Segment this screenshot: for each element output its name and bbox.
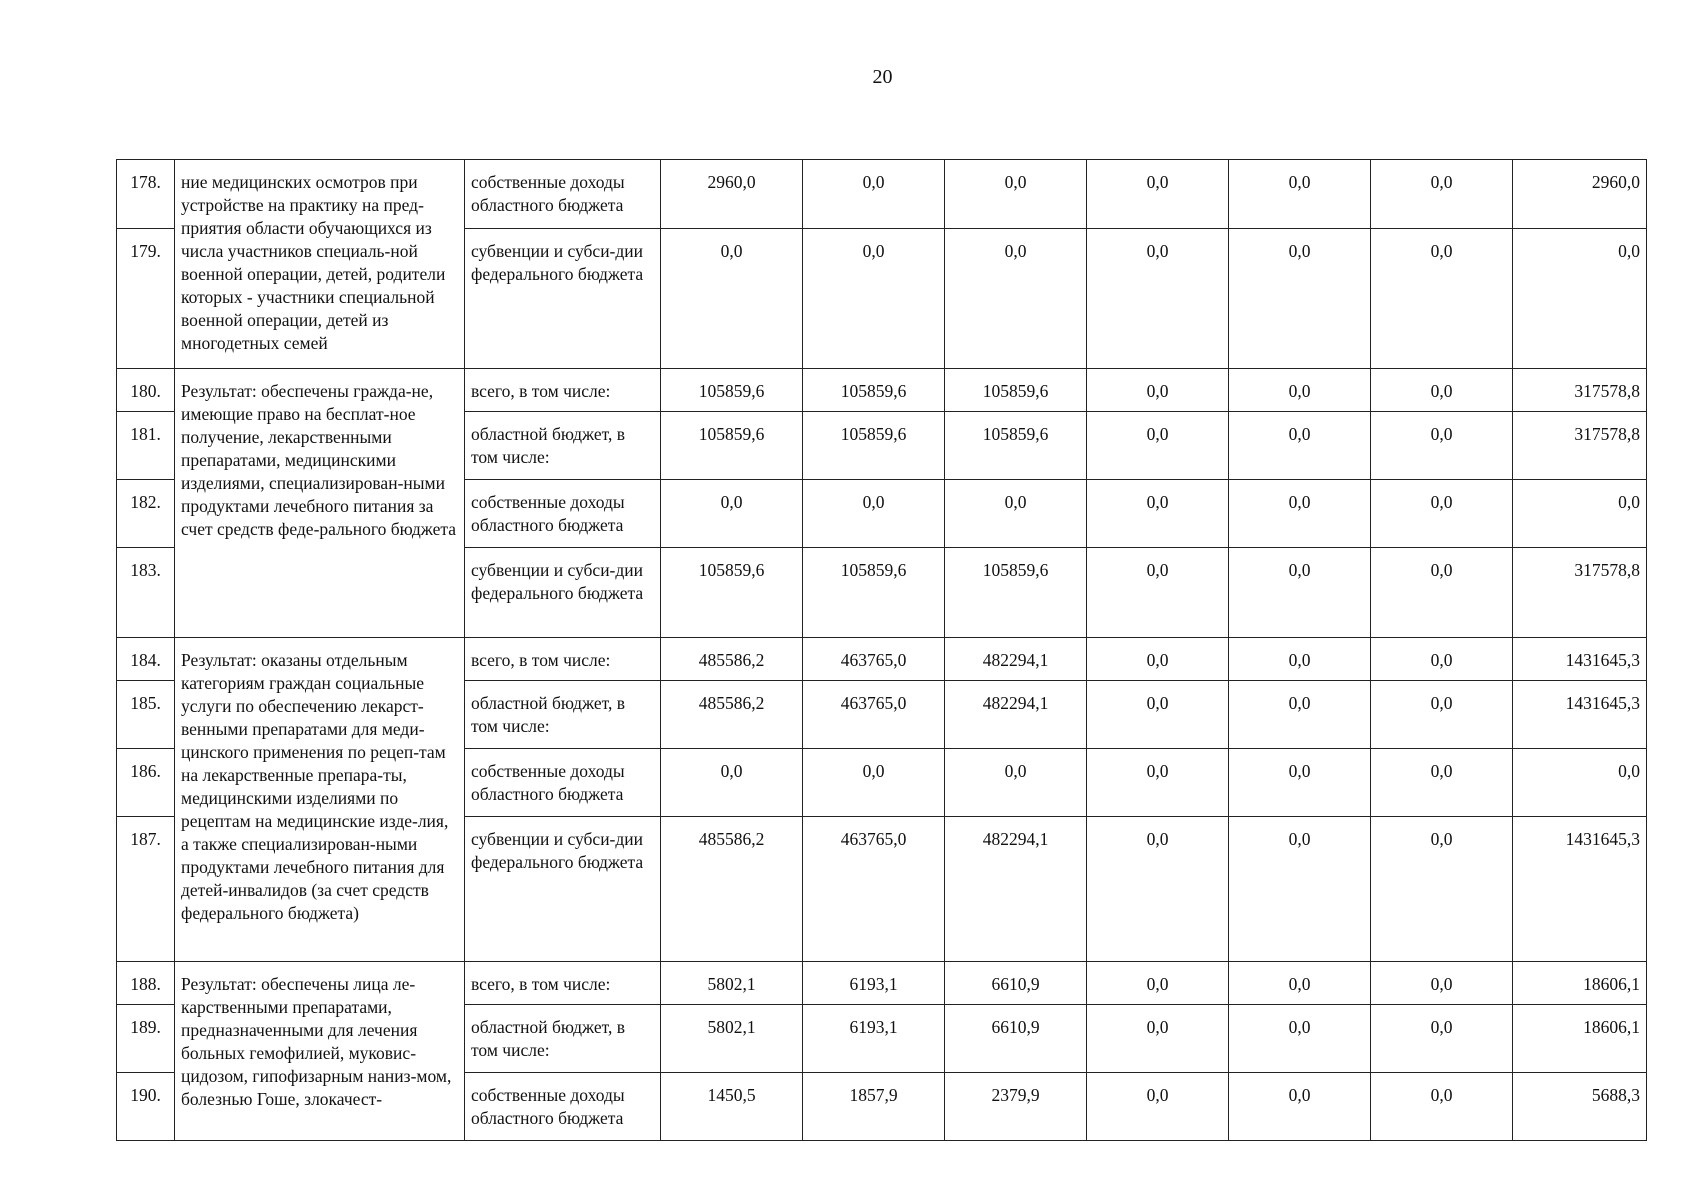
- amount-cell: 0,0: [1087, 480, 1229, 548]
- amount-cell: 0,0: [1371, 548, 1513, 638]
- funding-source: всего, в том числе:: [465, 638, 661, 681]
- amount-cell: 0,0: [1229, 548, 1371, 638]
- funding-source: всего, в том числе:: [465, 369, 661, 412]
- amount-cell: 0,0: [1087, 412, 1229, 480]
- amount-cell: 6193,1: [803, 962, 945, 1005]
- amount-cell: 0,0: [1087, 1005, 1229, 1073]
- amount-cell: 0,0: [1229, 160, 1371, 229]
- amount-cell: 6193,1: [803, 1005, 945, 1073]
- row-number: 178.: [117, 160, 175, 229]
- row-number: 186.: [117, 749, 175, 817]
- row-number: 181.: [117, 412, 175, 480]
- funding-source: собственные доходы областного бюджета: [465, 1073, 661, 1141]
- row-number: 189.: [117, 1005, 175, 1073]
- result-description: Результат: обеспечены гражда-не, имеющие право на бесплат-ное получение, лекарственными препаратами, медицинскими изделиями, специализирован-ными продуктами лечебного питания за счет средств феде-рального бюджета: [175, 369, 465, 638]
- amount-cell: 0,0: [803, 229, 945, 369]
- amount-cell: 0,0: [1371, 229, 1513, 369]
- amount-cell: 0,0: [1087, 548, 1229, 638]
- amount-cell: 0,0: [1371, 962, 1513, 1005]
- funding-source: субвенции и субси-дии федерального бюджета: [465, 229, 661, 369]
- table-row: [117, 638, 1647, 681]
- amount-cell: 0,0: [1371, 480, 1513, 548]
- amount-cell: 0,0: [1229, 962, 1371, 1005]
- amount-cell: 2960,0: [661, 160, 803, 229]
- total-cell: 5688,3: [1513, 1073, 1647, 1141]
- amount-cell: 463765,0: [803, 681, 945, 749]
- table-row: [117, 962, 1647, 1005]
- total-cell: 2960,0: [1513, 160, 1647, 229]
- amount-cell: 0,0: [1371, 160, 1513, 229]
- amount-cell: 0,0: [1229, 681, 1371, 749]
- amount-cell: 0,0: [1371, 1005, 1513, 1073]
- total-cell: 0,0: [1513, 480, 1647, 548]
- amount-cell: 0,0: [1371, 638, 1513, 681]
- amount-cell: 5802,1: [661, 962, 803, 1005]
- amount-cell: 0,0: [803, 749, 945, 817]
- amount-cell: 0,0: [1229, 1073, 1371, 1141]
- amount-cell: 0,0: [1229, 817, 1371, 962]
- row-number: 182.: [117, 480, 175, 548]
- row-number: 187.: [117, 817, 175, 962]
- amount-cell: 0,0: [1229, 480, 1371, 548]
- total-cell: 1431645,3: [1513, 817, 1647, 962]
- amount-cell: 0,0: [1371, 412, 1513, 480]
- amount-cell: 0,0: [1371, 369, 1513, 412]
- amount-cell: 0,0: [1087, 817, 1229, 962]
- table-row: [117, 369, 1647, 412]
- amount-cell: 0,0: [1229, 1005, 1371, 1073]
- total-cell: 18606,1: [1513, 1005, 1647, 1073]
- amount-cell: 105859,6: [803, 548, 945, 638]
- amount-cell: 463765,0: [803, 638, 945, 681]
- amount-cell: 485586,2: [661, 817, 803, 962]
- amount-cell: 0,0: [1371, 749, 1513, 817]
- amount-cell: 0,0: [1087, 962, 1229, 1005]
- amount-cell: 1857,9: [803, 1073, 945, 1141]
- amount-cell: 0,0: [1087, 229, 1229, 369]
- row-number: 188.: [117, 962, 175, 1005]
- result-description: Результат: оказаны отдельным категориям граждан социальные услуги по обеспечению лекарст-венными препаратами для меди-цинского применения по рецеп-там на лекарственные препара-ты, медицинскими изделиями по рецептам на медицинские изде-лия, а также специализирован-ными продуктами лечебного питания для детей-инвалидов (за счет средств федерального бюджета): [175, 638, 465, 962]
- row-number: 185.: [117, 681, 175, 749]
- amount-cell: 105859,6: [945, 369, 1087, 412]
- funding-source: собственные доходы областного бюджета: [465, 749, 661, 817]
- amount-cell: 0,0: [1229, 369, 1371, 412]
- funding-source: собственные доходы областного бюджета: [465, 160, 661, 229]
- amount-cell: 105859,6: [661, 548, 803, 638]
- row-number: 183.: [117, 548, 175, 638]
- amount-cell: 0,0: [803, 160, 945, 229]
- funding-source: областной бюджет, в том числе:: [465, 412, 661, 480]
- row-number: 179.: [117, 229, 175, 369]
- amount-cell: 5802,1: [661, 1005, 803, 1073]
- amount-cell: 482294,1: [945, 817, 1087, 962]
- row-number: 184.: [117, 638, 175, 681]
- result-description: Результат: обеспечены лица ле-карственными препаратами, предназначенными для лечения больных гемофилией, муковис-цидозом, гипофизарным наниз-мом, болезнью Гоше, злокачест-: [175, 962, 465, 1141]
- amount-cell: 0,0: [661, 749, 803, 817]
- funding-source: областной бюджет, в том числе:: [465, 681, 661, 749]
- amount-cell: 6610,9: [945, 1005, 1087, 1073]
- budget-table: [116, 159, 1647, 1141]
- funding-source: субвенции и субси-дии федерального бюджета: [465, 817, 661, 962]
- amount-cell: 0,0: [945, 480, 1087, 548]
- amount-cell: 0,0: [1371, 681, 1513, 749]
- amount-cell: 0,0: [1371, 817, 1513, 962]
- total-cell: 1431645,3: [1513, 681, 1647, 749]
- amount-cell: 0,0: [1229, 412, 1371, 480]
- total-cell: 0,0: [1513, 749, 1647, 817]
- table-body: [117, 160, 1647, 1141]
- page-number: 20: [872, 66, 893, 88]
- total-cell: 317578,8: [1513, 412, 1647, 480]
- amount-cell: 105859,6: [803, 369, 945, 412]
- amount-cell: 0,0: [1087, 681, 1229, 749]
- amount-cell: 0,0: [803, 480, 945, 548]
- amount-cell: 0,0: [1229, 638, 1371, 681]
- amount-cell: 0,0: [945, 229, 1087, 369]
- funding-source: субвенции и субси-дии федерального бюджета: [465, 548, 661, 638]
- amount-cell: 0,0: [1229, 229, 1371, 369]
- amount-cell: 1450,5: [661, 1073, 803, 1141]
- total-cell: 1431645,3: [1513, 638, 1647, 681]
- amount-cell: 0,0: [945, 160, 1087, 229]
- amount-cell: 0,0: [661, 229, 803, 369]
- amount-cell: 0,0: [1087, 749, 1229, 817]
- funding-source: собственные доходы областного бюджета: [465, 480, 661, 548]
- amount-cell: 105859,6: [945, 412, 1087, 480]
- total-cell: 317578,8: [1513, 548, 1647, 638]
- table-row: [117, 160, 1647, 229]
- amount-cell: 105859,6: [661, 369, 803, 412]
- amount-cell: 0,0: [1087, 160, 1229, 229]
- amount-cell: 485586,2: [661, 681, 803, 749]
- amount-cell: 105859,6: [945, 548, 1087, 638]
- amount-cell: 6610,9: [945, 962, 1087, 1005]
- amount-cell: 0,0: [1087, 1073, 1229, 1141]
- amount-cell: 105859,6: [661, 412, 803, 480]
- amount-cell: 482294,1: [945, 638, 1087, 681]
- amount-cell: 463765,0: [803, 817, 945, 962]
- row-number: 190.: [117, 1073, 175, 1141]
- amount-cell: 0,0: [661, 480, 803, 548]
- amount-cell: 0,0: [1087, 369, 1229, 412]
- amount-cell: 2379,9: [945, 1073, 1087, 1141]
- total-cell: 317578,8: [1513, 369, 1647, 412]
- total-cell: 0,0: [1513, 229, 1647, 369]
- amount-cell: 482294,1: [945, 681, 1087, 749]
- amount-cell: 0,0: [1087, 638, 1229, 681]
- total-cell: 18606,1: [1513, 962, 1647, 1005]
- result-description: ние медицинских осмотров при устройстве на практику на пред-приятия области обучающихся из числа участников специаль-ной военной операции, детей, родители которых - участники специальной военной операции, детей из многодетных семей: [175, 160, 465, 369]
- amount-cell: 105859,6: [803, 412, 945, 480]
- amount-cell: 485586,2: [661, 638, 803, 681]
- amount-cell: 0,0: [1371, 1073, 1513, 1141]
- funding-source: областной бюджет, в том числе:: [465, 1005, 661, 1073]
- amount-cell: 0,0: [945, 749, 1087, 817]
- funding-source: всего, в том числе:: [465, 962, 661, 1005]
- row-number: 180.: [117, 369, 175, 412]
- amount-cell: 0,0: [1229, 749, 1371, 817]
